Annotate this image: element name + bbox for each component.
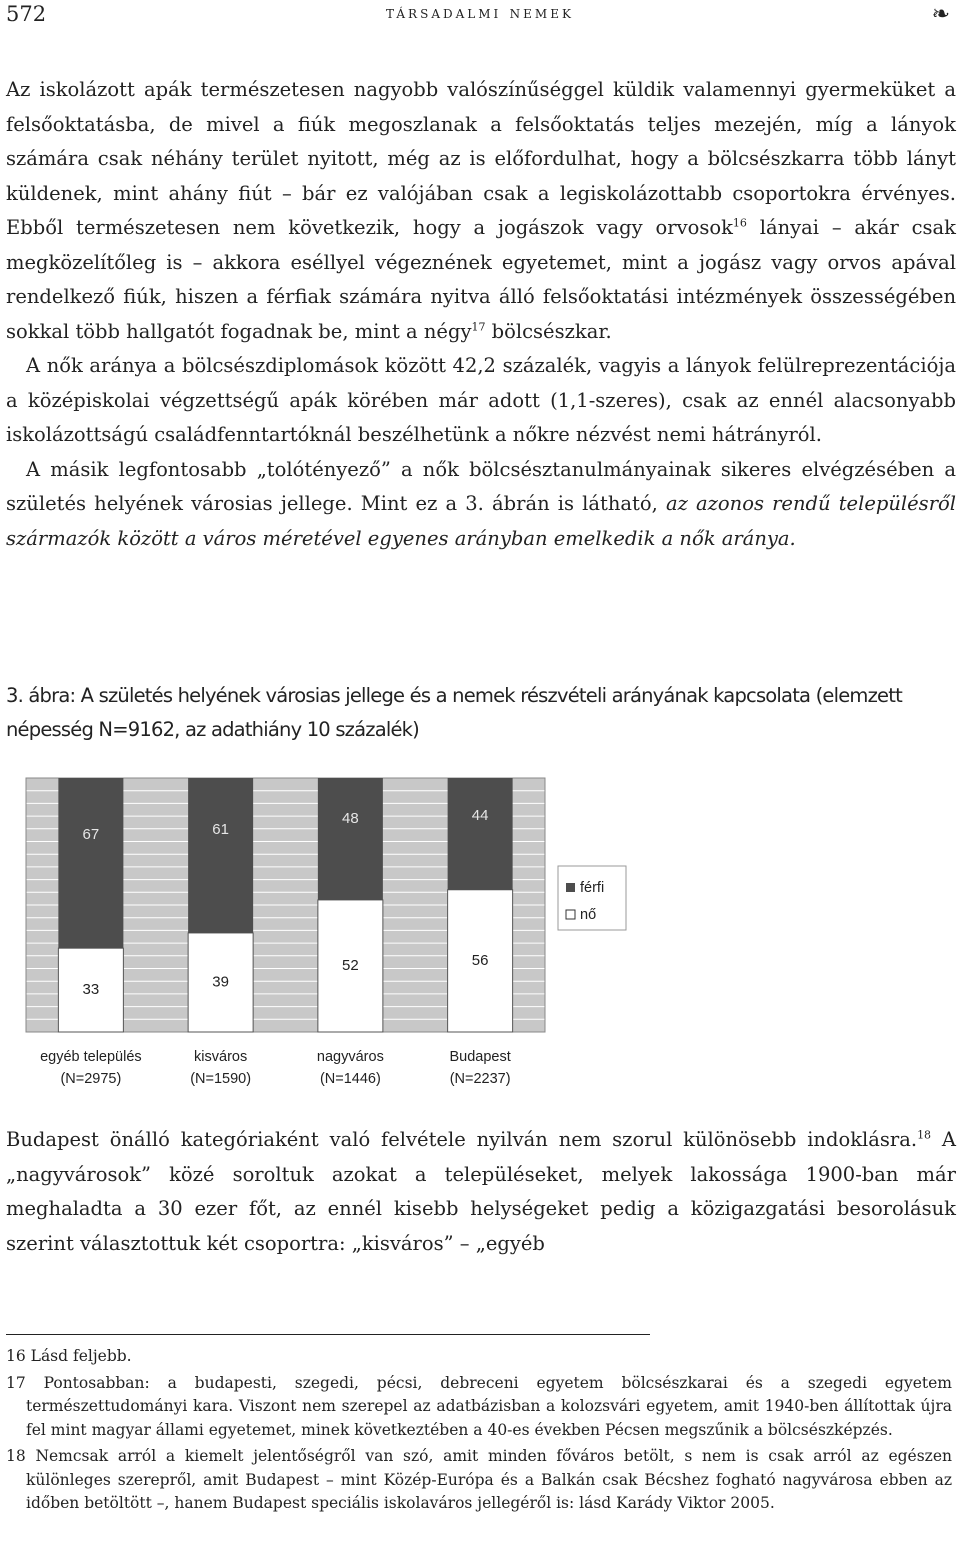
category-label: egyéb település (40, 1049, 142, 1065)
page-number: 572 (6, 2, 47, 26)
main-text (6, 73, 956, 556)
paragraph-2: A nők aránya a bölcsészdiplomások között 42,2 százalék, vagyis a lányok felülreprezentációja a középiskolai végzettségű apák körében már adott (1,1-szeres), csak az ennél alacsonyabb iskolázottságú családfenntartóknál beszélhetünk a nőkre nézvést nemi hátrányról. (6, 354, 956, 446)
footnote-ref-16: 16 (732, 216, 747, 230)
footnote-separator (6, 1334, 650, 1335)
paragraph-4-text-a: Budapest önálló kategóriaként való felvétele nyilván nem szorul különösebb indoklásra. (6, 1128, 918, 1151)
category-count-label: (N=1446) (319, 1071, 381, 1087)
bar-ferfi (448, 778, 513, 890)
paragraph-3-italic: az azonos rendű településről származók között a város méretével egyenes arányban emelkedik a nők aránya. (6, 492, 956, 550)
paragraph-3-text: A másik legfontosabb „tolótényező” a nők bölcsésztanulmányainak sikeres elvégzésében a születés helyének városias jellege. Mint ez a 3. ábrán is látható, (6, 457, 956, 515)
data-label-ferfi: 44 (471, 806, 489, 824)
footnotes (6, 1345, 952, 1519)
stacked-bar-chart (0, 760, 640, 1100)
data-label-ferfi: 48 (342, 810, 359, 828)
category-label: nagyváros (316, 1049, 384, 1065)
category-count-label: (N=1590) (190, 1071, 252, 1087)
paragraph-1 (6, 73, 956, 349)
page-header (0, 0, 960, 36)
bar-ferfi (58, 778, 123, 948)
continuation-text (6, 1123, 956, 1261)
data-label-no: 52 (342, 956, 359, 974)
category-label: kisváros (194, 1049, 248, 1065)
fleuron-icon: ❧ (931, 2, 950, 27)
legend-label-no: nő (580, 907, 597, 923)
footnote-17: 17 Pontosabban: a budapesti, szegedi, pécsi, debreceni egyetem bölcsészkarai és a szegedi egyetem természettudományi kara. Viszont nem szerepel az adatbázisban a kolozsvári egyetem, amit 1940-ben állítottak újra fel mint magyar állami egyetemet, minek következtében a 40-es években Pécsen megszűnik a bölcsészképzés. (6, 1373, 952, 1439)
data-label-ferfi: 61 (212, 821, 229, 839)
paragraph-1-text-c: bölcsészkar. (485, 319, 612, 343)
paragraph-1-text-b: lányai – akár csak megközelítőleg is – akkora eséllyel végeznének egyetemet, mint a jogász vagy orvos apával rendelkező fiúk, hiszen a férfiak számára nyitva álló felsőoktatási intézmények összességében sokkal több hallgatót fogadnak be, mint a négy (6, 216, 956, 343)
data-label-no: 39 (212, 973, 229, 991)
category-count-label: (N=2975) (60, 1071, 122, 1087)
figure-caption: 3. ábra: A születés helyének városias jellege és a nemek részvételi arányának kapcsolata (elemzett népesség N=9162, az adathiány 10 százalék) (6, 684, 902, 741)
paragraph-3 (6, 453, 956, 557)
footnote-ref-17: 17 (471, 320, 486, 333)
legend-label-ferfi: férfi (580, 880, 605, 896)
paragraph-4 (6, 1123, 956, 1261)
data-label-no: 56 (471, 951, 489, 969)
paragraph-1-text-a: Az iskolázott apák természetesen nagyobb valószínűséggel küldik valamennyi gyermeküket a felsőoktatásba, de mivel a fiúk megoszlanak a felsőoktatás teljes mezején, míg a lányok számára csak néhány terület nyitott, még az is előfordulhat, hogy a bölcsészkarra több lányt küldenek, mint ahány fiút – bár ez valójában csak a legiskolázottabb csoportokra érvényes. Ebből természetesen nem következik, hogy a jogászok vagy orvosok (6, 78, 956, 239)
paragraph-4-text-b: A „nagyvárosok” közé soroltuk azokat a településeket, melyek lakossága 1900-ban már meghaladta a 30 ezer főt, az ennél kisebb helységeket pedig a közigazgatási besorolásuk szerint választottuk két csoportra: „kisváros” – „egyéb (6, 1128, 957, 1255)
legend-swatch-no (566, 910, 575, 919)
footnote-18: 18 Nemcsak arról a kiemelt jelentőségről van szó, amit minden főváros betölt, s nem is csak arról az egészen különleges szerepről, amit Budapest – mint Közép-Európa és a Balkán csak Bécshez fogható nagyvárosa ebben az időben betöltött –, hanem Budapest speciális iskolaváros jellegéről is: lásd Karády Viktor 2005. (6, 1447, 952, 1512)
legend-swatch-ferfi (566, 883, 575, 892)
data-label-no: 33 (82, 981, 100, 999)
category-label: Budapest (449, 1049, 511, 1065)
footnote-16: 16 Lásd feljebb. (6, 1347, 132, 1365)
bar-ferfi (188, 778, 253, 933)
running-title: társadalmi nemek (386, 3, 574, 23)
category-count-label: (N=2237) (449, 1071, 511, 1087)
footnote-ref-18: 18 (917, 1128, 932, 1142)
bar-ferfi (318, 778, 383, 900)
data-label-ferfi: 67 (82, 826, 100, 844)
